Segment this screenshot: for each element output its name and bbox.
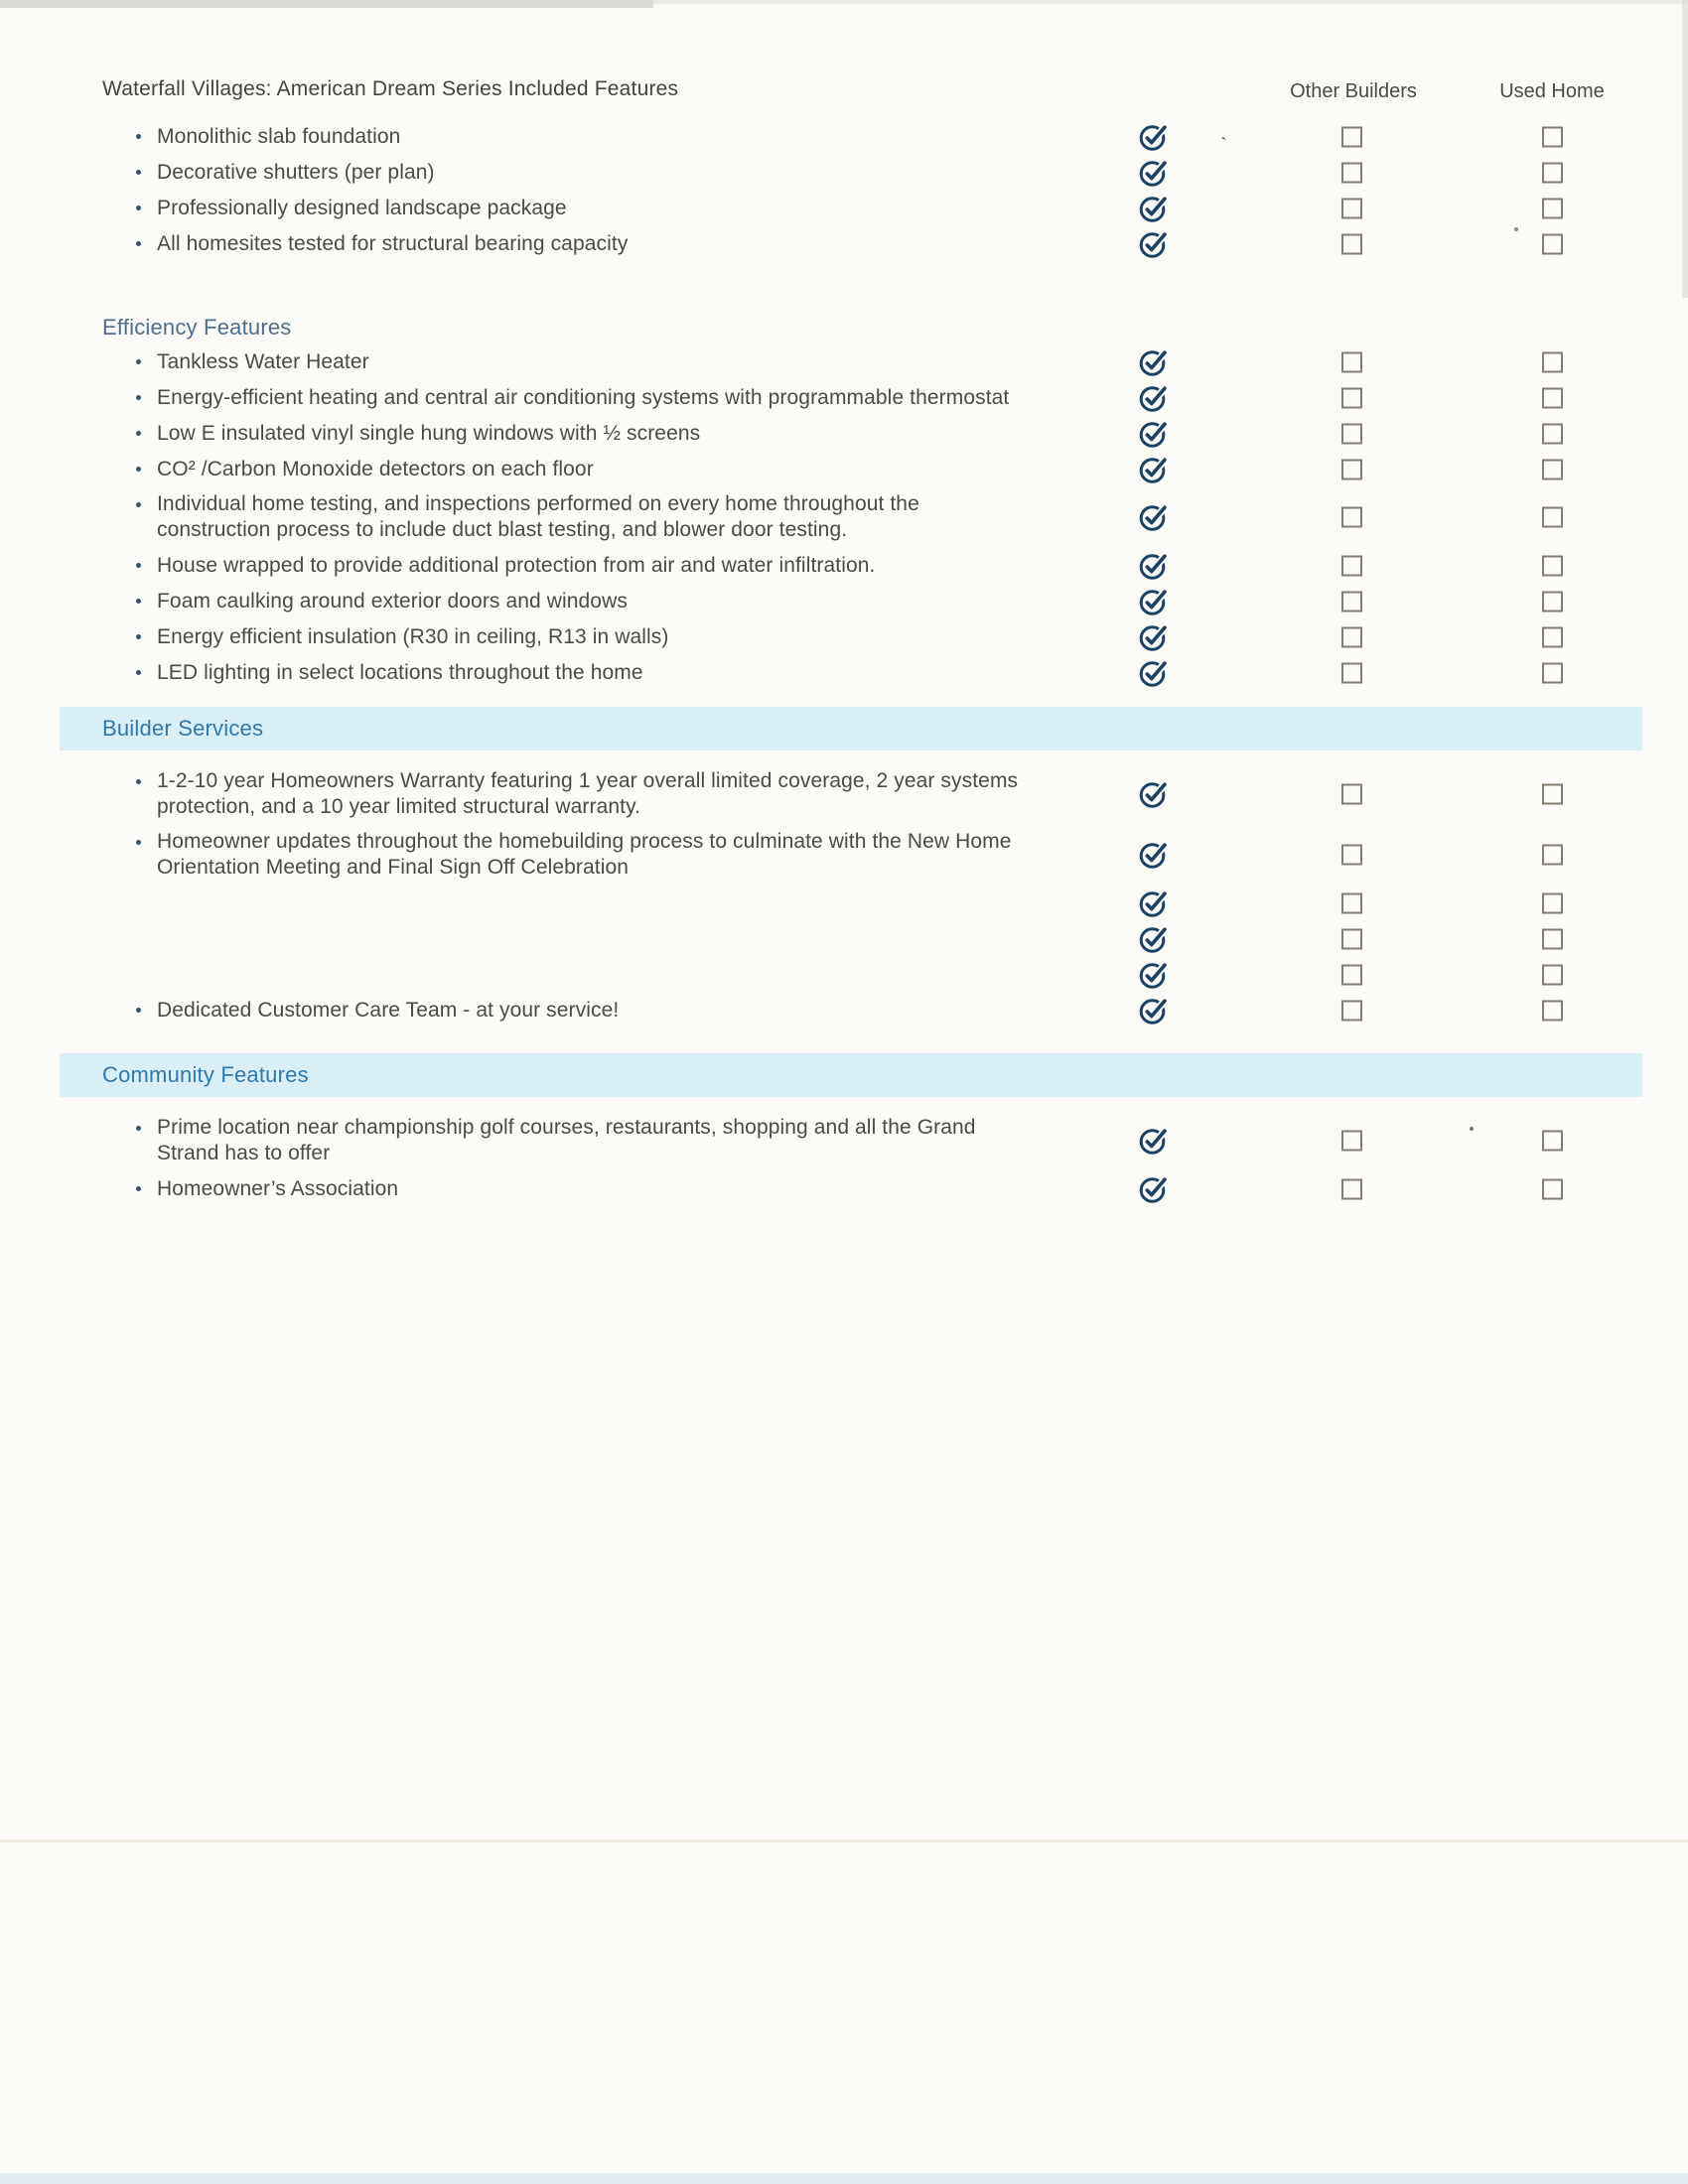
other-builders-checkbox [1341,784,1362,805]
other-builders-checkbox [1341,198,1362,218]
feature-row [0,588,1688,614]
feature-text: LED lighting in select locations throughout the home [157,661,643,684]
other-builders-checkbox [1341,162,1362,183]
used-home-checkbox [1542,198,1563,218]
used-home-checkbox [1542,892,1563,913]
used-home-checkbox [1542,459,1563,479]
bullet-icon [136,1126,141,1131]
other-builders-checkbox [1341,845,1362,866]
column-header-used-home: Used Home [1499,80,1605,102]
feature-row [0,491,1688,543]
included-circle-check-icon [1139,1174,1169,1204]
feature-row [0,456,1688,482]
bullet-icon [136,170,141,175]
used-home-checkbox [1542,162,1563,183]
other-builders-checkbox [1341,233,1362,254]
used-home-checkbox [1542,387,1563,408]
other-builders-checkbox [1341,662,1362,683]
other-builders-checkbox [1341,1178,1362,1199]
page-title: Waterfall Villages: American Dream Series Included Features [102,77,679,100]
included-circle-check-icon [1139,158,1169,188]
section-header-efficiency: Efficiency Features [102,315,292,340]
other-builders-checkbox [1341,423,1362,444]
included-circle-check-icon [1139,888,1169,918]
feature-text: Homeowner’s Association [157,1177,399,1200]
included-circle-check-icon [1139,383,1169,413]
bullet-icon [136,1186,141,1191]
used-home-checkbox-cell [1542,928,1563,949]
other-builders-checkbox-cell [1341,964,1362,985]
used-home-checkbox-cell [1542,784,1563,805]
other-builders-checkbox [1341,555,1362,576]
feature-text: 1-2-10 year Homeowners Warranty featuring 1 year overall limited coverage, 2 year systems protection, and a 10 year limited structural warranty. [157,769,1019,818]
feature-text: Individual home testing, and inspections performed on every home throughout the construction process to include duct blast testing, and blower door testing. [157,492,919,541]
feature-text: Energy-efficient heating and central air conditioning systems with programmable thermostat [157,386,1010,409]
feature-row [0,1115,1688,1166]
feature-row [0,384,1688,411]
feature-row [0,997,1688,1024]
other-builders-checkbox [1341,928,1362,949]
used-home-checkbox-cell [1542,1000,1563,1021]
other-builders-checkbox [1341,964,1362,985]
used-home-checkbox-cell [1542,892,1563,913]
used-home-checkbox [1542,1000,1563,1021]
used-home-checkbox [1542,591,1563,612]
bullet-icon [136,840,141,845]
other-builders-checkbox-cell [1341,928,1362,949]
used-home-checkbox [1542,1178,1563,1199]
other-builders-checkbox-cell [1341,591,1362,612]
used-home-checkbox [1542,784,1563,805]
feature-row [0,159,1688,186]
feature-text: Tankless Water Heater [157,350,369,373]
feature-text: Monolithic slab foundation [157,125,401,148]
feature-text: Dedicated Customer Care Team - at your service! [157,999,620,1022]
used-home-checkbox-cell [1542,1178,1563,1199]
included-circle-check-icon [1139,587,1169,616]
scan-line-artifact [0,1840,1688,1843]
used-home-checkbox [1542,928,1563,949]
other-builders-checkbox-cell [1341,892,1362,913]
included-circle-check-icon [1139,779,1169,809]
other-builders-checkbox [1341,126,1362,147]
feature-row [0,623,1688,650]
feature-row [0,195,1688,221]
used-home-checkbox-cell [1542,126,1563,147]
other-builders-checkbox [1341,351,1362,372]
used-home-checkbox-cell [1542,233,1563,254]
used-home-checkbox [1542,662,1563,683]
other-builders-checkbox-cell [1341,1000,1362,1021]
bullet-icon [136,779,141,784]
section-community [0,1053,1688,1202]
other-builders-checkbox [1341,626,1362,647]
scan-speck-artifact: ` [1219,134,1231,157]
feature-row [0,1175,1688,1202]
feature-row [0,552,1688,579]
feature-text: Homeowner updates throughout the homebuilding process to culminate with the New Home Orientation Meeting and Final Sign Off Celebration [157,830,1012,879]
other-builders-checkbox-cell [1341,626,1362,647]
feature-row [0,925,1688,952]
other-builders-checkbox [1341,892,1362,913]
used-home-checkbox [1542,964,1563,985]
used-home-checkbox-cell [1542,507,1563,528]
other-builders-checkbox-cell [1341,351,1362,372]
used-home-checkbox [1542,626,1563,647]
feature-row [0,889,1688,916]
bullet-icon [136,134,141,139]
used-home-checkbox [1542,1131,1563,1152]
included-circle-check-icon [1139,622,1169,652]
used-home-checkbox [1542,423,1563,444]
other-builders-checkbox-cell [1341,784,1362,805]
bullet-icon [136,359,141,364]
bullet-icon [136,563,141,568]
other-builders-checkbox [1341,1131,1362,1152]
other-builders-checkbox [1341,1000,1362,1021]
bullet-icon [136,205,141,210]
section-header-builder: Builder Services [60,707,1642,751]
feature-row [0,348,1688,375]
other-builders-checkbox-cell [1341,423,1362,444]
included-circle-check-icon [1139,1126,1169,1156]
feature-text: Energy efficient insulation (R30 in ceiling, R13 in walls) [157,625,669,648]
other-builders-checkbox-cell [1341,507,1362,528]
other-builders-checkbox-cell [1341,1131,1362,1152]
section-header-community: Community Features [60,1053,1642,1097]
used-home-checkbox-cell [1542,845,1563,866]
bullet-icon [136,395,141,400]
other-builders-checkbox-cell [1341,387,1362,408]
included-circle-check-icon [1139,229,1169,259]
included-circle-check-icon [1139,419,1169,449]
feature-text: Prime location near championship golf courses, restaurants, shopping and all the Grand Strand has to offer [157,1116,976,1164]
used-home-checkbox [1542,845,1563,866]
other-builders-checkbox-cell [1341,662,1362,683]
included-circle-check-icon [1139,960,1169,990]
used-home-checkbox-cell [1542,162,1563,183]
other-builders-checkbox-cell [1341,555,1362,576]
used-home-checkbox [1542,351,1563,372]
other-builders-checkbox-cell [1341,1178,1362,1199]
bullet-icon [136,634,141,639]
bullet-icon [136,599,141,604]
used-home-checkbox-cell [1542,662,1563,683]
bullet-icon [136,670,141,675]
used-home-checkbox-cell [1542,423,1563,444]
section-efficiency [0,314,1688,686]
feature-row [0,768,1688,820]
other-builders-checkbox [1341,459,1362,479]
used-home-checkbox [1542,126,1563,147]
included-circle-check-icon [1139,924,1169,954]
bullet-icon [136,467,141,472]
used-home-checkbox-cell [1542,459,1563,479]
column-header-other-builders: Other Builders [1290,80,1417,102]
feature-row [0,123,1688,150]
used-home-checkbox-cell [1542,198,1563,218]
other-builders-checkbox [1341,387,1362,408]
feature-text: All homesites tested for structural bearing capacity [157,232,629,255]
feature-row [0,659,1688,686]
scan-edge-artifact [0,2173,1688,2184]
feature-text: CO² /Carbon Monoxide detectors on each floor [157,458,594,480]
bullet-icon [136,1008,141,1013]
included-circle-check-icon [1139,658,1169,688]
used-home-checkbox-cell [1542,387,1563,408]
feature-row [0,230,1688,257]
feature-text: Decorative shutters (per plan) [157,161,435,184]
other-builders-checkbox [1341,507,1362,528]
used-home-checkbox-cell [1542,626,1563,647]
used-home-checkbox-cell [1542,591,1563,612]
feature-row [0,961,1688,988]
used-home-checkbox [1542,233,1563,254]
used-home-checkbox [1542,507,1563,528]
included-circle-check-icon [1139,551,1169,581]
feature-row [0,829,1688,881]
other-builders-checkbox-cell [1341,845,1362,866]
included-circle-check-icon [1139,455,1169,484]
other-builders-checkbox-cell [1341,198,1362,218]
bullet-icon [136,431,141,436]
other-builders-checkbox-cell [1341,459,1362,479]
other-builders-checkbox-cell [1341,162,1362,183]
feature-row [0,420,1688,447]
feature-text: House wrapped to provide additional protection from air and water infiltration. [157,554,876,577]
bullet-icon [136,241,141,246]
included-circle-check-icon [1139,840,1169,870]
section-builder [0,707,1688,1024]
used-home-checkbox-cell [1542,351,1563,372]
included-circle-check-icon [1139,347,1169,377]
included-circle-check-icon [1139,194,1169,223]
other-builders-checkbox-cell [1341,126,1362,147]
used-home-checkbox-cell [1542,555,1563,576]
feature-text: Foam caulking around exterior doors and windows [157,590,628,613]
included-circle-check-icon [1139,996,1169,1025]
other-builders-checkbox [1341,591,1362,612]
included-circle-check-icon [1139,502,1169,532]
used-home-checkbox-cell [1542,1131,1563,1152]
feature-text: Professionally designed landscape package [157,197,567,219]
bullet-icon [136,502,141,507]
used-home-checkbox-cell [1542,964,1563,985]
section-general [0,123,1688,257]
other-builders-checkbox-cell [1341,233,1362,254]
included-circle-check-icon [1139,122,1169,152]
used-home-checkbox [1542,555,1563,576]
feature-text: Low E insulated vinyl single hung windows with ½ screens [157,422,701,445]
